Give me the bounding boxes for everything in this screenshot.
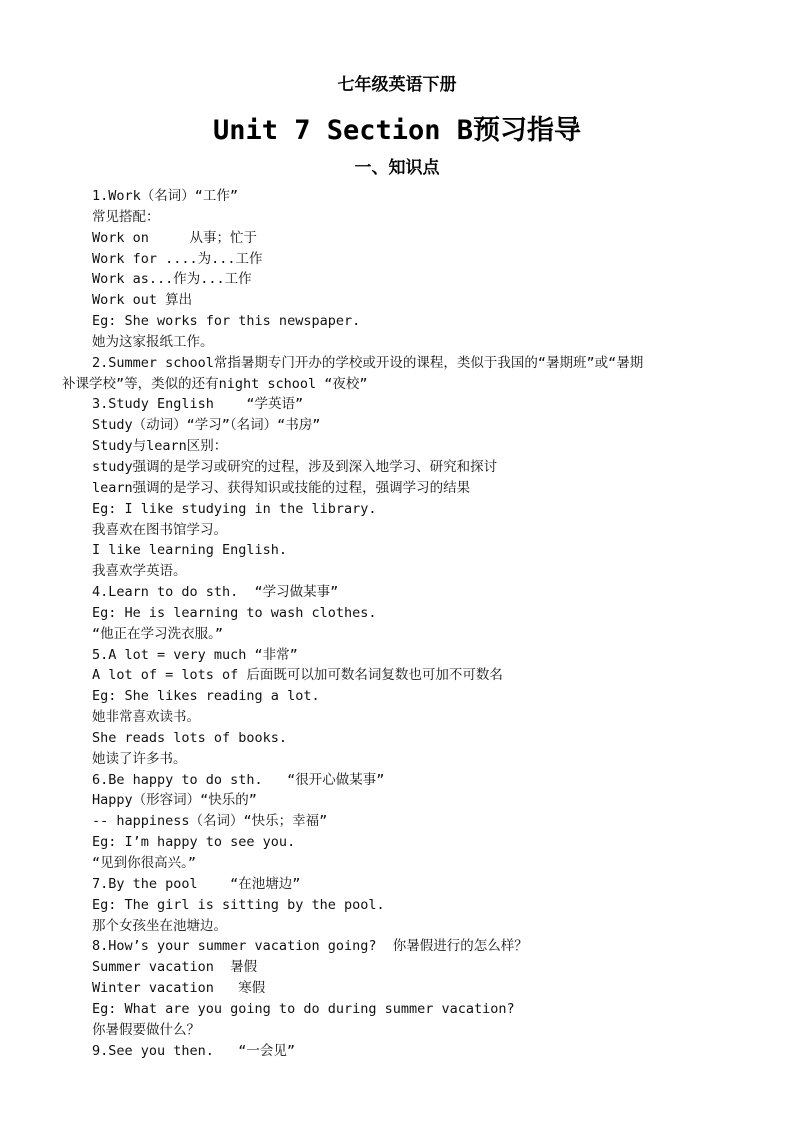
text-line: Work out 算出: [92, 292, 193, 309]
text-line: Eg: I’m happy to see you.: [92, 834, 296, 851]
text-line: 我喜欢学英语。: [92, 563, 187, 580]
text-line: She reads lots of books.: [92, 729, 288, 746]
text-line: 9.See you then. “一会见”: [92, 1042, 296, 1059]
text-line: “见到你很高兴。”: [92, 855, 197, 871]
text-line: 那个女孩坐在池塘边。: [92, 917, 227, 934]
text-line: 7.By the pool “在池塘边”: [92, 875, 301, 892]
text-line: 6.Be happy to do sth. “很开心做某事”: [92, 771, 385, 788]
text-line: Summer vacation 暑假: [92, 959, 258, 976]
text-line: learn强调的是学习、获得知识或技能的过程，强调学习的结果: [92, 479, 471, 496]
text-line: “他正在学习洗衣服。”: [92, 625, 224, 642]
text-line: 2.Summer school常指暑期专门开办的学校或开设的课程，类似于我国的“暑期班”或“暑期: [92, 354, 644, 371]
text-line: 8.How’s your summer vacation going? 你暑假进行的怎么样？: [92, 938, 528, 955]
document-body: [62, 186, 742, 1061]
text-line: 她为这家报纸工作。: [92, 333, 214, 350]
text-line: I like learning English.: [92, 542, 288, 559]
document-subtitle: 七年级英语下册: [337, 75, 457, 95]
text-line: 她非常喜欢读书。: [92, 709, 200, 726]
text-line: 1.Work（名词）“工作”: [92, 188, 239, 204]
text-line: Work for ....为...工作: [92, 250, 263, 267]
text-line: Work as...作为...工作: [92, 271, 252, 288]
text-line: Work on 从事；忙于: [92, 229, 258, 246]
text-line: Eg: What are you going to do during summer vacation?: [92, 1000, 515, 1017]
text-line: Winter vacation 寒假: [92, 980, 266, 997]
text-line: 我喜欢在图书馆学习。: [92, 521, 227, 538]
text-line: 3.Study English “学英语”: [92, 396, 304, 413]
text-line: A lot of = lots of 后面既可以加可数名词复数也可加不可数名: [92, 667, 503, 684]
text-line: -- happiness（名词）“快乐；幸福”: [92, 813, 328, 830]
text-line: Eg: I like studying in the library.: [92, 500, 377, 517]
text-line: study强调的是学习或研究的过程，涉及到深入地学习、研究和探讨: [92, 458, 498, 475]
text-line: Study（动词）“学习”（名词）“书房”: [92, 417, 321, 434]
text-line: 补课学校”等，类似的还有night school “夜校”: [62, 375, 368, 392]
text-line: 4.Learn to do sth. “学习做某事”: [92, 584, 339, 601]
text-line: 她读了许多书。: [92, 750, 187, 767]
text-line: Happy（形容词）“快乐的”: [92, 792, 257, 809]
document-title: Unit 7 Section B预习指导: [212, 115, 582, 146]
section-heading: 一、知识点: [354, 158, 440, 178]
text-line: 常见搭配：: [92, 208, 160, 225]
text-line: Eg: She likes reading a lot.: [92, 688, 320, 705]
text-line: Eg: She works for this newspaper.: [92, 313, 361, 330]
text-line: Eg: The girl is sitting by the pool.: [92, 896, 385, 913]
text-line: 你暑假要做什么？: [92, 1021, 200, 1038]
text-line: Eg: He is learning to wash clothes.: [92, 604, 377, 621]
text-line: Study与learn区别：: [92, 438, 228, 455]
text-line: 5.A lot = very much “非常”: [92, 646, 298, 663]
